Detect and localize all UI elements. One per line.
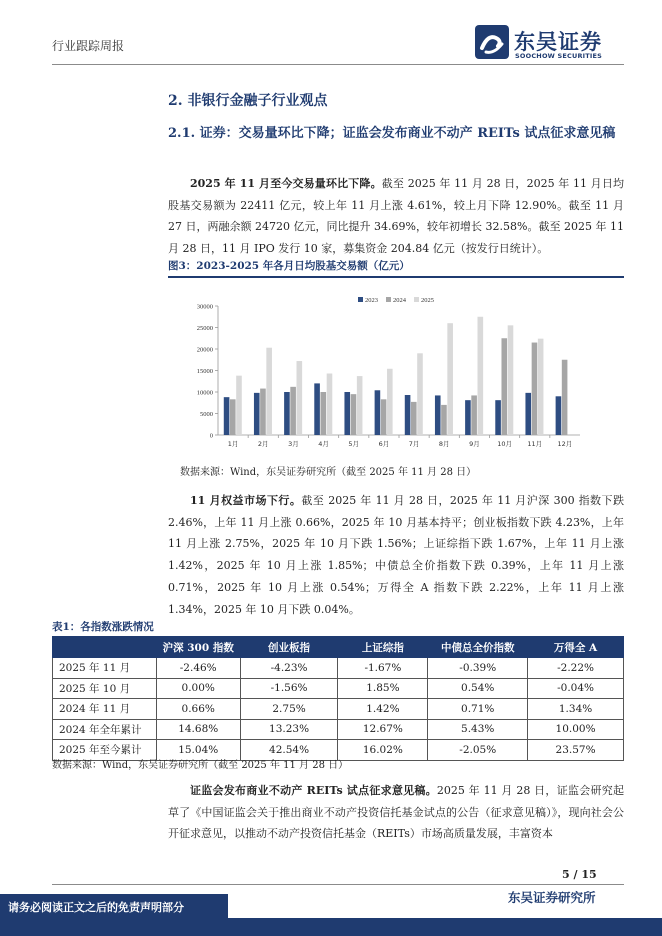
x-tick-label: 9月	[469, 440, 480, 448]
logo-mark-icon	[474, 24, 510, 60]
table-header-cell: 万得全 A	[528, 637, 624, 658]
bar-2023	[284, 392, 290, 435]
turnover-bar-chart	[168, 280, 624, 458]
x-tick-label: 5月	[348, 440, 360, 448]
figure-source: 数据来源：Wind，东吴证券研究所（截至 2025 年 11 月 28 日）	[180, 467, 477, 478]
table-cell: 1.42%	[338, 699, 428, 720]
table-cell: 2025 年至今累计	[53, 740, 157, 761]
x-tick-label: 2月	[257, 440, 269, 448]
table-title: 表1：各指数涨跌情况	[52, 621, 154, 633]
paragraph-body: 2025 年 11 月 28 日，证监会研究起草了《中国证监会关于推出商业不动产投资信托基金试点的公告（征求意见稿）》，现向社会公开征求意见，以推动不动产投资信托基金（REITs）市场高质量发展，丰富资本	[168, 784, 624, 841]
logo-text-cn: 东吴证券	[514, 30, 602, 54]
page-number: 5 / 15	[562, 868, 597, 881]
bar-2024	[320, 392, 326, 435]
bar-2025	[417, 353, 423, 435]
table-cell: 0.54%	[428, 678, 528, 699]
bar-2024	[441, 405, 447, 435]
y-tick-label: 15000	[196, 368, 213, 375]
bar-2023	[375, 390, 381, 435]
table-header-cell	[53, 637, 157, 658]
bar-2024	[532, 343, 538, 435]
table-cell: 2024 年 11 月	[53, 699, 157, 720]
bar-2023	[435, 395, 441, 435]
table-cell: -2.05%	[428, 740, 528, 761]
bar-2025	[387, 369, 393, 435]
legend-label: 2023	[365, 297, 378, 304]
bar-2023	[254, 393, 260, 435]
bar-2023	[525, 393, 531, 435]
table-cell: -2.22%	[528, 658, 624, 679]
table-cell: 0.00%	[156, 678, 240, 699]
x-tick-label: 4月	[318, 440, 329, 448]
bar-2024	[290, 387, 296, 435]
bar-2025	[357, 376, 363, 435]
table-cell: 2025 年 11 月	[53, 658, 157, 679]
table-cell: 42.54%	[240, 740, 338, 761]
x-tick-label: 12月	[557, 440, 573, 448]
header-divider	[52, 64, 624, 65]
paragraph-body: 截至 2025 年 11 月 28 日，2025 年 11 月沪深 300 指数下跌 2.46%，上年 11 月上涨 0.66%，2025 年 10 月基本持平；创业板指数下跌 4.23%，上年 11 月上涨 2.75%，2025 年 10 月下跌 1.56%；上证综指下跌 1.67%，上年 11 月上涨 1.42%，2025 年 10 月上涨 1.85%；中债总全价指数下跌 0.39%，上年 11 月上涨 0.71%，2025 年 10 月上涨 0.54%；万得全 A 指数下跌 2.22%，上年 11 月上涨 1.34%，2025 年 10 月下跌 0.04%。	[168, 494, 624, 616]
paragraph-equity-market	[168, 490, 624, 620]
table-cell: 10.00%	[528, 719, 624, 740]
bar-2023	[465, 400, 471, 435]
paragraph-lead: 11 月权益市场下行。	[190, 494, 302, 507]
table-cell: 2024 年全年累计	[53, 719, 157, 740]
legend-label: 2024	[393, 297, 406, 304]
table-header-cell: 上证综指	[338, 637, 428, 658]
table-cell: 2.75%	[240, 699, 338, 720]
table-cell: -2.46%	[156, 658, 240, 679]
table-row	[53, 678, 624, 699]
disclaimer-banner	[0, 894, 228, 918]
bar-2024	[501, 338, 507, 435]
bar-2025	[478, 317, 484, 435]
paragraph-body: 截至 2025 年 11 月 28 日，2025 年 11 月日均股基交易额为 22411 亿元，较上年 11 月上涨 4.61%，较上月下降 12.90%。截至 11 月 27 日，两融余额 24720 亿元，同比提升 34.69%，较年初增长 32.58%。截至 2025 年 11 月 28 日，11 月 IPO 发行 10 家，募集资金 204.84 亿元（按发行日统计）。	[168, 177, 624, 256]
table-cell: -0.04%	[528, 678, 624, 699]
table-cell: 15.04%	[156, 740, 240, 761]
index-change-table	[52, 636, 624, 761]
bar-2024	[471, 395, 477, 435]
bar-2023	[224, 397, 230, 435]
bar-2024	[260, 389, 266, 435]
table-cell: 0.71%	[428, 699, 528, 720]
logo-text-en: SOOCHOW SECURITIES	[515, 52, 603, 60]
disclaimer-text: 请务必阅读正文之后的免责声明部分	[8, 901, 184, 914]
table-row	[53, 699, 624, 720]
subsection-heading: 2.1. 证券：交易量环比下降；证监会发布商业不动产 REITs 试点征求意见稿	[168, 126, 616, 141]
bar-2025	[297, 361, 303, 435]
table-header-cell: 沪深 300 指数	[156, 637, 240, 658]
x-tick-label: 8月	[438, 440, 450, 448]
table-cell: -4.23%	[240, 658, 338, 679]
bar-2025	[447, 323, 453, 435]
bar-2025	[236, 376, 242, 435]
table-header-cell: 中债总全价指数	[428, 637, 528, 658]
bar-2024	[381, 399, 387, 435]
table-cell: 1.34%	[528, 699, 624, 720]
paragraph-lead: 证监会发布商业不动产 REITs 试点征求意见稿。	[190, 784, 437, 797]
y-tick-label: 30000	[196, 303, 213, 311]
table-cell: 1.85%	[338, 678, 428, 699]
table-header-cell: 创业板指	[240, 637, 338, 658]
bar-2024	[562, 360, 568, 435]
paragraph-lead: 2025 年 11 月至今交易量环比下降。	[190, 177, 382, 190]
y-tick-label: 0	[209, 432, 213, 440]
x-tick-label: 10月	[497, 440, 512, 448]
table-cell: -1.67%	[338, 658, 428, 679]
bar-2025	[327, 374, 333, 435]
bar-2023	[556, 396, 562, 435]
table-row	[53, 658, 624, 679]
legend-swatch	[386, 297, 391, 302]
y-tick-label: 20000	[196, 346, 213, 354]
bar-2025	[538, 339, 544, 435]
y-tick-label: 5000	[200, 411, 213, 418]
x-tick-label: 1月	[227, 440, 239, 448]
table-cell: 14.68%	[156, 719, 240, 740]
x-tick-label: 11月	[527, 440, 543, 448]
y-tick-label: 10000	[196, 389, 213, 397]
table-cell: 2025 年 10 月	[53, 678, 157, 699]
x-tick-label: 3月	[288, 440, 299, 448]
bar-2023	[405, 395, 411, 435]
table-header-row	[53, 637, 624, 658]
table-cell: 5.43%	[428, 719, 528, 740]
footer-org: 东吴证券研究所	[508, 890, 596, 905]
bar-2023	[314, 383, 320, 435]
y-tick-label: 25000	[196, 325, 213, 332]
report-type-label: 行业跟踪周报	[52, 39, 125, 53]
bar-2024	[411, 402, 417, 435]
bar-2024	[230, 399, 236, 435]
table-cell: -1.56%	[240, 678, 338, 699]
figure-title: 图3：2023-2025 年各月日均股基交易额（亿元）	[168, 260, 410, 272]
footer-divider	[52, 884, 624, 885]
legend-swatch	[414, 297, 419, 302]
table-cell: 23.57%	[528, 740, 624, 761]
footer-strip	[0, 918, 662, 936]
legend-swatch	[358, 297, 363, 302]
table-cell: -0.39%	[428, 658, 528, 679]
table-cell: 12.67%	[338, 719, 428, 740]
bar-2025	[508, 325, 514, 435]
x-tick-label: 7月	[408, 440, 420, 448]
table-cell: 13.23%	[240, 719, 338, 740]
bar-2023	[344, 392, 350, 435]
company-logo	[474, 24, 624, 64]
table-cell: 16.02%	[338, 740, 428, 761]
table-row	[53, 719, 624, 740]
figure-title-rule	[168, 276, 624, 278]
x-tick-label: 6月	[378, 440, 390, 448]
bar-2025	[266, 348, 272, 435]
legend-label: 2025	[421, 297, 434, 304]
table-source: 数据来源：Wind，东吴证券研究所（截至 2025 年 11 月 28 日）	[52, 760, 349, 771]
paragraph-trading-volume	[168, 173, 624, 260]
section-heading: 2. 非银行金融子行业观点	[168, 93, 328, 109]
table-cell: 0.66%	[156, 699, 240, 720]
paragraph-reits	[168, 780, 624, 845]
bar-2024	[351, 394, 357, 435]
bar-2023	[495, 400, 501, 435]
